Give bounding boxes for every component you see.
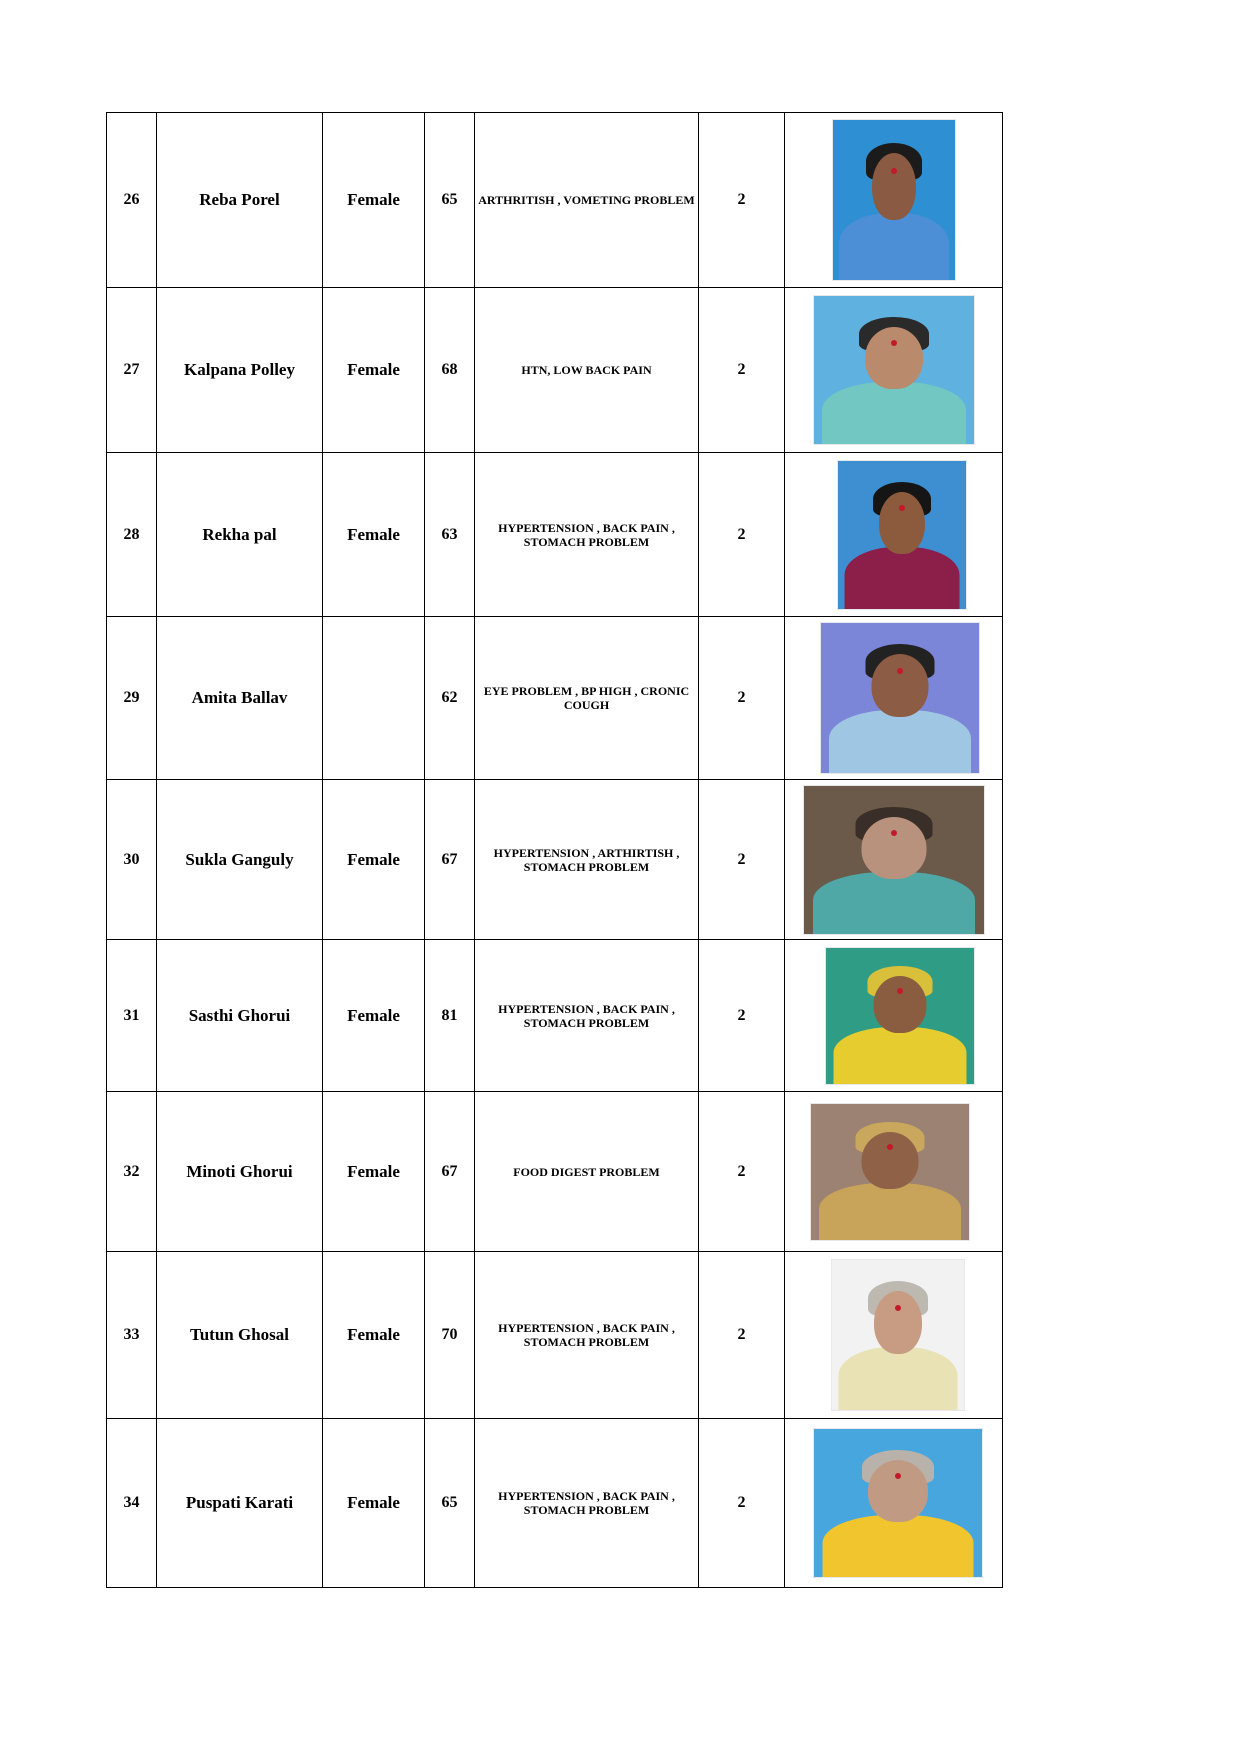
patient-sex: Female bbox=[323, 1419, 425, 1588]
serial-number: 29 bbox=[107, 617, 157, 780]
patient-photo bbox=[814, 1429, 982, 1577]
patient-photo bbox=[832, 1260, 964, 1410]
patient-sex: Female bbox=[323, 1092, 425, 1252]
patient-sex: Female bbox=[323, 453, 425, 617]
serial-number: 31 bbox=[107, 940, 157, 1092]
patient-photo bbox=[838, 461, 966, 609]
bindi-mark bbox=[891, 340, 897, 346]
patient-age: 68 bbox=[425, 288, 475, 453]
patient-name: Kalpana Polley bbox=[157, 288, 323, 453]
patient-photo bbox=[821, 623, 979, 773]
photo-sari bbox=[829, 710, 971, 773]
visit-count: 2 bbox=[699, 1092, 785, 1252]
patient-photo bbox=[811, 1104, 969, 1240]
patient-photo bbox=[826, 948, 974, 1084]
patient-age: 67 bbox=[425, 780, 475, 940]
patient-disease: HYPERTENSION , BACK PAIN , STOMACH PROBLEM bbox=[475, 1419, 699, 1588]
table-row bbox=[107, 453, 1003, 617]
table-row bbox=[107, 780, 1003, 940]
patient-name: Sasthi Ghorui bbox=[157, 940, 323, 1092]
patient-age: 63 bbox=[425, 453, 475, 617]
patient-disease: ARTHRITISH , VOMETING PROBLEM bbox=[475, 113, 699, 288]
patient-name: Minoti Ghorui bbox=[157, 1092, 323, 1252]
bindi-mark bbox=[895, 1473, 901, 1479]
serial-number: 28 bbox=[107, 453, 157, 617]
table-row bbox=[107, 617, 1003, 780]
photo-sari bbox=[838, 1347, 957, 1410]
patient-sex bbox=[323, 617, 425, 780]
photo-cell bbox=[785, 940, 1003, 1092]
photo-cell bbox=[785, 453, 1003, 617]
photo-face bbox=[871, 654, 928, 717]
serial-number: 27 bbox=[107, 288, 157, 453]
serial-number: 34 bbox=[107, 1419, 157, 1588]
visit-count: 2 bbox=[699, 453, 785, 617]
photo-face bbox=[861, 817, 926, 879]
patient-age: 81 bbox=[425, 940, 475, 1092]
photo-face bbox=[868, 1460, 928, 1522]
photo-cell bbox=[785, 780, 1003, 940]
table-row bbox=[107, 1092, 1003, 1252]
visit-count: 2 bbox=[699, 780, 785, 940]
photo-cell bbox=[785, 617, 1003, 780]
bindi-mark bbox=[891, 830, 897, 836]
patient-age: 65 bbox=[425, 113, 475, 288]
patient-name: Amita Ballav bbox=[157, 617, 323, 780]
photo-sari bbox=[844, 547, 959, 609]
patient-disease: HYPERTENSION , BACK PAIN , STOMACH PROBLEM bbox=[475, 453, 699, 617]
patient-disease: HYPERTENSION , ARTHIRTISH , STOMACH PROBLEM bbox=[475, 780, 699, 940]
bindi-mark bbox=[897, 668, 903, 674]
photo-sari bbox=[833, 1027, 966, 1084]
patient-age: 65 bbox=[425, 1419, 475, 1588]
patient-disease: EYE PROBLEM , BP HIGH , CRONIC COUGH bbox=[475, 617, 699, 780]
patient-name: Tutun Ghosal bbox=[157, 1252, 323, 1419]
patient-age: 70 bbox=[425, 1252, 475, 1419]
visit-count: 2 bbox=[699, 1419, 785, 1588]
photo-face bbox=[879, 492, 925, 554]
bindi-mark bbox=[899, 505, 905, 511]
visit-count: 2 bbox=[699, 113, 785, 288]
patient-photo bbox=[833, 120, 955, 280]
patient-sex: Female bbox=[323, 1252, 425, 1419]
photo-face bbox=[865, 327, 923, 389]
visit-count: 2 bbox=[699, 617, 785, 780]
photo-sari bbox=[822, 1515, 973, 1577]
photo-cell bbox=[785, 1419, 1003, 1588]
table-row bbox=[107, 288, 1003, 453]
patient-disease: HTN, LOW BACK PAIN bbox=[475, 288, 699, 453]
patient-name: Sukla Ganguly bbox=[157, 780, 323, 940]
patient-photo bbox=[804, 786, 984, 934]
patient-age: 62 bbox=[425, 617, 475, 780]
visit-count: 2 bbox=[699, 1252, 785, 1419]
patient-name: Reba Porel bbox=[157, 113, 323, 288]
serial-number: 30 bbox=[107, 780, 157, 940]
photo-cell bbox=[785, 1252, 1003, 1419]
patient-sex: Female bbox=[323, 940, 425, 1092]
photo-face bbox=[872, 153, 916, 220]
photo-cell bbox=[785, 288, 1003, 453]
visit-count: 2 bbox=[699, 288, 785, 453]
serial-number: 33 bbox=[107, 1252, 157, 1419]
patient-sex: Female bbox=[323, 780, 425, 940]
patient-disease: HYPERTENSION , BACK PAIN , STOMACH PROBLEM bbox=[475, 940, 699, 1092]
patient-table bbox=[106, 112, 1003, 1588]
serial-number: 26 bbox=[107, 113, 157, 288]
patient-name: Rekha pal bbox=[157, 453, 323, 617]
table-row bbox=[107, 1252, 1003, 1419]
bindi-mark bbox=[887, 1144, 893, 1150]
table-row bbox=[107, 113, 1003, 288]
photo-sari bbox=[813, 872, 975, 934]
photo-sari bbox=[822, 382, 966, 444]
photo-face bbox=[861, 1132, 918, 1189]
table-row bbox=[107, 1419, 1003, 1588]
photo-sari bbox=[819, 1183, 961, 1240]
photo-cell bbox=[785, 113, 1003, 288]
bindi-mark bbox=[897, 988, 903, 994]
bindi-mark bbox=[891, 168, 897, 174]
photo-face bbox=[874, 1291, 922, 1354]
patient-age: 67 bbox=[425, 1092, 475, 1252]
photo-face bbox=[873, 976, 926, 1033]
table-row bbox=[107, 940, 1003, 1092]
serial-number: 32 bbox=[107, 1092, 157, 1252]
patient-disease: HYPERTENSION , BACK PAIN , STOMACH PROBLEM bbox=[475, 1252, 699, 1419]
visit-count: 2 bbox=[699, 940, 785, 1092]
photo-cell bbox=[785, 1092, 1003, 1252]
patient-photo bbox=[814, 296, 974, 444]
patient-disease: FOOD DIGEST PROBLEM bbox=[475, 1092, 699, 1252]
table-body bbox=[107, 113, 1003, 1588]
bindi-mark bbox=[895, 1305, 901, 1311]
patient-name: Puspati Karati bbox=[157, 1419, 323, 1588]
patient-sex: Female bbox=[323, 113, 425, 288]
patient-sex: Female bbox=[323, 288, 425, 453]
photo-sari bbox=[839, 213, 949, 280]
